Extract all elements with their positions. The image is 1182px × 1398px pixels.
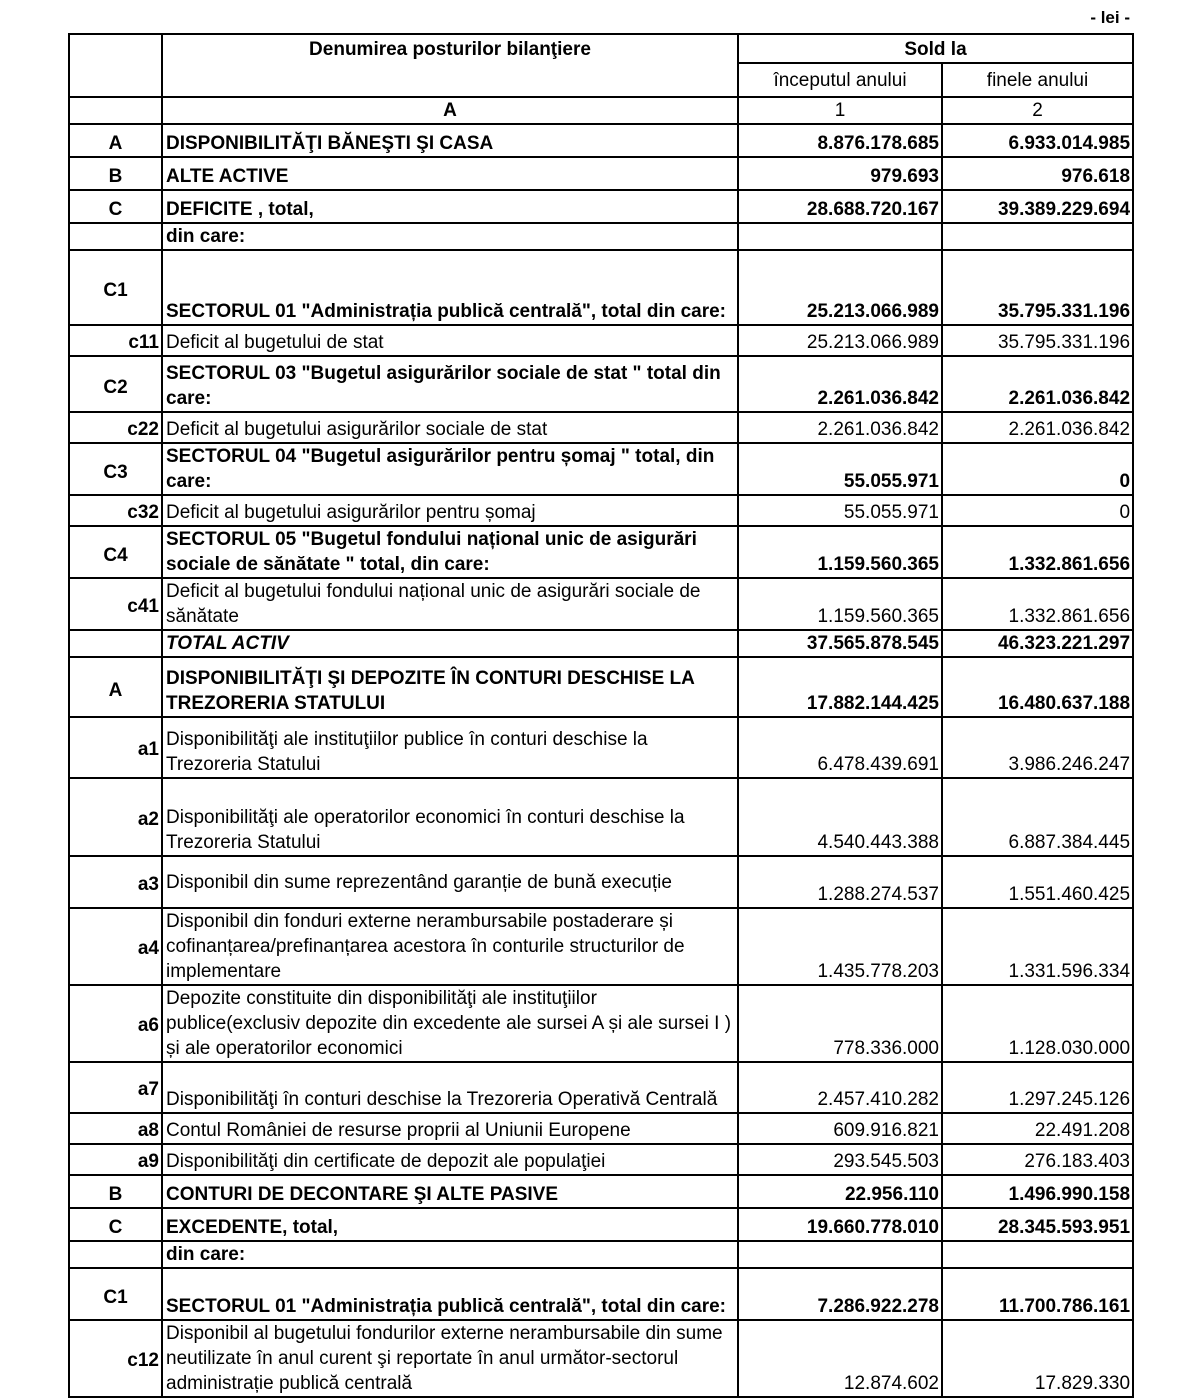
row-start-balance: 2.261.036.842 <box>738 412 942 443</box>
row-name: DEFICITE , total, <box>162 190 738 223</box>
table-row <box>69 657 1133 717</box>
row-name: EXCEDENTE, total, <box>162 1208 738 1241</box>
header-index-1: 1 <box>738 97 942 124</box>
row-end-balance: 6.887.384.445 <box>942 778 1133 856</box>
table-row <box>69 1320 1133 1397</box>
row-start-balance: 1.435.778.203 <box>738 908 942 985</box>
row-name: Disponibilităţi ale instituţiilor publice în conturi deschise la Trezoreria Statului <box>162 717 738 778</box>
header-index-2: 2 <box>942 97 1133 124</box>
header-index-code <box>69 97 162 124</box>
balance-sheet-table <box>68 33 1134 1398</box>
table-row <box>69 1268 1133 1320</box>
table-row <box>69 856 1133 908</box>
row-start-balance: 1.288.274.537 <box>738 856 942 908</box>
table-row <box>69 356 1133 412</box>
row-name: Disponibilităţi în conturi deschise la Trezoreria Operativă Centrală <box>162 1062 738 1113</box>
header-code-cell <box>69 34 162 97</box>
table-row <box>69 578 1133 630</box>
row-code: a9 <box>69 1144 162 1175</box>
row-end-balance: 1.297.245.126 <box>942 1062 1133 1113</box>
row-code: a2 <box>69 778 162 856</box>
row-name: SECTORUL 01 "Administrația publică centrală", total din care: <box>162 1268 738 1320</box>
row-start-balance: 778.336.000 <box>738 985 942 1062</box>
row-code: c22 <box>69 412 162 443</box>
row-end-balance: 16.480.637.188 <box>942 657 1133 717</box>
row-start-balance: 12.874.602 <box>738 1320 942 1397</box>
row-code: C4 <box>69 526 162 578</box>
row-code: A <box>69 124 162 157</box>
row-start-balance: 7.286.922.278 <box>738 1268 942 1320</box>
table-row <box>69 190 1133 223</box>
row-name: ALTE ACTIVE <box>162 157 738 190</box>
row-end-balance: 0 <box>942 495 1133 526</box>
row-end-balance: 976.618 <box>942 157 1133 190</box>
row-code: a3 <box>69 856 162 908</box>
row-code: B <box>69 1175 162 1208</box>
row-name: SECTORUL 01 "Administrația publică centrală", total din care: <box>162 250 738 325</box>
table-row <box>69 985 1133 1062</box>
row-start-balance: 979.693 <box>738 157 942 190</box>
row-name: Depozite constituite din disponibilităţi ale instituţiilor publice(exclusiv depozite din excedente ale sursei A și ale sursei I ) și ale operatorilor economici <box>162 985 738 1062</box>
row-start-balance <box>738 223 942 250</box>
row-name: SECTORUL 03 "Bugetul asigurărilor sociale de stat " total din care: <box>162 356 738 412</box>
row-start-balance: 2.261.036.842 <box>738 356 942 412</box>
table-row <box>69 717 1133 778</box>
row-end-balance: 28.345.593.951 <box>942 1208 1133 1241</box>
row-start-balance: 609.916.821 <box>738 1113 942 1144</box>
table-row <box>69 124 1133 157</box>
row-end-balance: 1.332.861.656 <box>942 526 1133 578</box>
row-end-balance: 1.496.990.158 <box>942 1175 1133 1208</box>
row-end-balance <box>942 1241 1133 1268</box>
row-name: Disponibil din fonduri externe nerambursabile postaderare și cofinanțarea/prefinanțarea acestora în conturile structurilor de implementare <box>162 908 738 985</box>
header-row-top <box>69 34 1133 63</box>
row-end-balance: 22.491.208 <box>942 1113 1133 1144</box>
currency-unit-label: - lei - <box>1090 8 1130 27</box>
header-name-col: Denumirea posturilor bilanţiere <box>162 34 738 97</box>
row-name: Disponibilităţi din certificate de depozit ale populaţiei <box>162 1144 738 1175</box>
row-code <box>69 223 162 250</box>
row-code <box>69 1241 162 1268</box>
row-name: SECTORUL 05 "Bugetul fondului național unic de asigurări sociale de sănătate " total, din care: <box>162 526 738 578</box>
row-code: C3 <box>69 443 162 495</box>
row-end-balance: 46.323.221.297 <box>942 630 1133 657</box>
row-name: Disponibilităţi ale operatorilor economici în conturi deschise la Trezoreria Statului <box>162 778 738 856</box>
table-row <box>69 443 1133 495</box>
row-end-balance: 2.261.036.842 <box>942 412 1133 443</box>
row-code: c12 <box>69 1320 162 1397</box>
row-start-balance: 55.055.971 <box>738 443 942 495</box>
row-end-balance: 6.933.014.985 <box>942 124 1133 157</box>
row-name: Contul României de resurse proprii al Uniunii Europene <box>162 1113 738 1144</box>
row-name: Disponibil din sume reprezentând garanție de bună execuție <box>162 856 738 908</box>
row-code: C1 <box>69 1268 162 1320</box>
row-end-balance: 35.795.331.196 <box>942 325 1133 356</box>
row-end-balance: 1.128.030.000 <box>942 985 1133 1062</box>
table-row <box>69 1175 1133 1208</box>
row-code: c41 <box>69 578 162 630</box>
row-code: A <box>69 657 162 717</box>
row-end-balance: 0 <box>942 443 1133 495</box>
row-end-balance: 3.986.246.247 <box>942 717 1133 778</box>
row-start-balance: 25.213.066.989 <box>738 325 942 356</box>
row-start-balance: 19.660.778.010 <box>738 1208 942 1241</box>
row-code <box>69 630 162 657</box>
row-end-balance: 11.700.786.161 <box>942 1268 1133 1320</box>
table-row <box>69 630 1133 657</box>
row-end-balance: 1.551.460.425 <box>942 856 1133 908</box>
row-code: a6 <box>69 985 162 1062</box>
header-row-index <box>69 97 1133 124</box>
row-code: a7 <box>69 1062 162 1113</box>
row-start-balance: 293.545.503 <box>738 1144 942 1175</box>
row-code: a1 <box>69 717 162 778</box>
row-name: DISPONIBILITĂŢI ŞI DEPOZITE ÎN CONTURI DESCHISE LA TREZORERIA STATULUI <box>162 657 738 717</box>
row-code: C2 <box>69 356 162 412</box>
row-code: c11 <box>69 325 162 356</box>
table-row <box>69 1144 1133 1175</box>
row-end-balance: 39.389.229.694 <box>942 190 1133 223</box>
table-row <box>69 157 1133 190</box>
row-end-balance: 1.332.861.656 <box>942 578 1133 630</box>
row-start-balance: 17.882.144.425 <box>738 657 942 717</box>
row-code: C1 <box>69 250 162 325</box>
row-end-balance: 276.183.403 <box>942 1144 1133 1175</box>
row-start-balance: 25.213.066.989 <box>738 250 942 325</box>
table-row <box>69 412 1133 443</box>
row-name: Disponibil al bugetului fondurilor externe nerambursabile din sume neutilizate în anul curent şi reportate în anul următor-sectorul administrație publică centrală <box>162 1320 738 1397</box>
header-index-a: A <box>162 97 738 124</box>
row-code: a8 <box>69 1113 162 1144</box>
table-row <box>69 1208 1133 1241</box>
row-start-balance: 55.055.971 <box>738 495 942 526</box>
row-name: Deficit al bugetului asigurărilor pentru șomaj <box>162 495 738 526</box>
row-name: DISPONIBILITĂŢI BĂNEŞTI ŞI CASA <box>162 124 738 157</box>
row-start-balance: 1.159.560.365 <box>738 578 942 630</box>
row-end-balance: 1.331.596.334 <box>942 908 1133 985</box>
table-row <box>69 1241 1133 1268</box>
row-end-balance: 17.829.330 <box>942 1320 1133 1397</box>
row-start-balance <box>738 1241 942 1268</box>
table-row <box>69 1062 1133 1113</box>
row-code: c32 <box>69 495 162 526</box>
header-end-of-year: finele anului <box>942 63 1133 97</box>
row-start-balance: 1.159.560.365 <box>738 526 942 578</box>
row-name: din care: <box>162 1241 738 1268</box>
row-start-balance: 28.688.720.167 <box>738 190 942 223</box>
table-row <box>69 1113 1133 1144</box>
row-name: Deficit al bugetului de stat <box>162 325 738 356</box>
header-start-of-year: începutul anului <box>738 63 942 97</box>
header-sold-la: Sold la <box>738 34 1133 63</box>
table-row <box>69 223 1133 250</box>
row-start-balance: 6.478.439.691 <box>738 717 942 778</box>
row-end-balance: 35.795.331.196 <box>942 250 1133 325</box>
row-start-balance: 8.876.178.685 <box>738 124 942 157</box>
table-row <box>69 495 1133 526</box>
row-end-balance: 2.261.036.842 <box>942 356 1133 412</box>
row-name: Deficit al bugetului fondului național unic de asigurări sociale de sănătate <box>162 578 738 630</box>
table-row <box>69 325 1133 356</box>
row-start-balance: 22.956.110 <box>738 1175 942 1208</box>
row-code: B <box>69 157 162 190</box>
row-name: CONTURI DE DECONTARE ŞI ALTE PASIVE <box>162 1175 738 1208</box>
row-start-balance: 4.540.443.388 <box>738 778 942 856</box>
row-code: C <box>69 1208 162 1241</box>
table-row <box>69 526 1133 578</box>
row-name: din care: <box>162 223 738 250</box>
row-code: C <box>69 190 162 223</box>
table-row <box>69 778 1133 856</box>
table-row <box>69 250 1133 325</box>
row-name: Deficit al bugetului asigurărilor sociale de stat <box>162 412 738 443</box>
row-name: TOTAL ACTIV <box>162 630 738 657</box>
row-end-balance <box>942 223 1133 250</box>
row-code: a4 <box>69 908 162 985</box>
row-name: SECTORUL 04 "Bugetul asigurărilor pentru șomaj " total, din care: <box>162 443 738 495</box>
row-start-balance: 37.565.878.545 <box>738 630 942 657</box>
table-row <box>69 908 1133 985</box>
row-start-balance: 2.457.410.282 <box>738 1062 942 1113</box>
